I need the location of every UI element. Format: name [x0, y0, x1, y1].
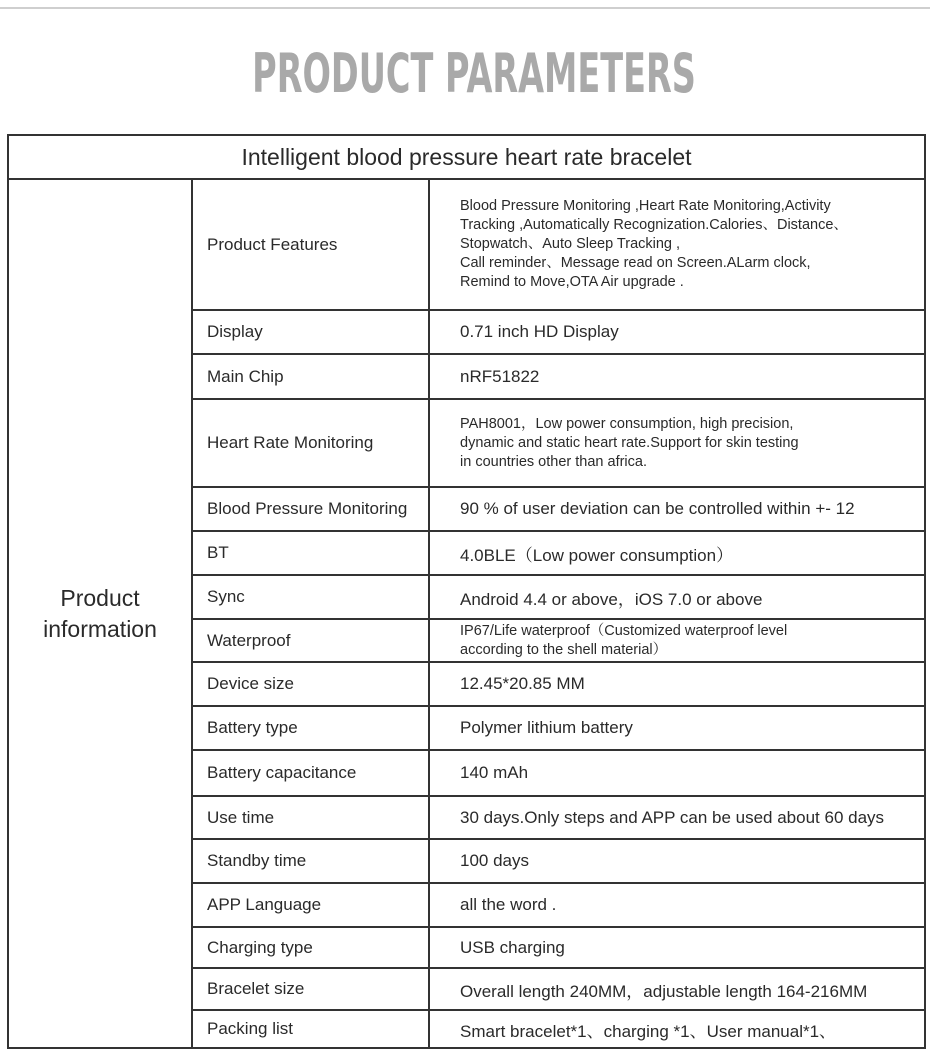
group-label-line1: Product [60, 584, 140, 611]
table-row-blood-pressure [193, 488, 924, 532]
table-row-product-features [193, 180, 924, 311]
table-row-charging-type [193, 928, 924, 969]
row-label: Standby time [193, 840, 430, 882]
table-row-battery-capacitance [193, 751, 924, 797]
row-value: 12.45*20.85 MM [460, 674, 585, 693]
row-value: 30 days.Only steps and APP can be used about 60 days [460, 807, 885, 827]
row-label: BT [193, 532, 430, 574]
row-label: Bracelet size [193, 969, 430, 1009]
row-label: Battery capacitance [193, 751, 430, 795]
row-value: Blood Pressure Monitoring ,Heart Rate Monitoring,Activity Tracking ,Automatically Recognization.Calories、Distance、 Stopwatch、Auto Sleep Tracking , Call reminder、Message read on Screen.ALarm clock, Remind to Move,OTA Air upgrade . [460, 198, 848, 290]
row-value: IP67/Life waterproof（Customized waterproof level according to the shell material） [460, 622, 788, 658]
row-label: Blood Pressure Monitoring [193, 488, 430, 530]
row-label: Packing list [193, 1011, 430, 1047]
table-row-display [193, 311, 924, 355]
row-value: Overall length 240MM，adjustable length 164-216MM [460, 981, 868, 1001]
row-label: Use time [193, 797, 430, 838]
group-label-cell [9, 180, 193, 1047]
group-label-line2: information [43, 615, 157, 642]
table-row-app-language [193, 884, 924, 928]
table-row-device-size [193, 663, 924, 707]
table-row-waterproof [193, 620, 924, 663]
row-label: Product Features [193, 180, 430, 309]
table-row-bt [193, 532, 924, 576]
table-row-bracelet-size [193, 969, 924, 1011]
row-label: Main Chip [193, 355, 430, 398]
table-row-main-chip [193, 355, 924, 400]
table-row-standby-time [193, 840, 924, 884]
table-row-sync [193, 576, 924, 620]
row-value: 90 % of user deviation can be controlled within +- 12 [460, 499, 855, 518]
row-label: Battery type [193, 707, 430, 749]
row-value: PAH8001，Low power consumption, high precision, dynamic and static heart rate.Support for skin testing in countries other than africa. [460, 415, 799, 470]
row-label: Display [193, 311, 430, 353]
row-label: APP Language [193, 884, 430, 926]
row-label: Heart Rate Monitoring [193, 400, 430, 486]
row-value: Polymer lithium battery [460, 718, 633, 737]
table-row-use-time [193, 797, 924, 840]
table-row-packing-list [193, 1011, 924, 1047]
row-value: all the word . [460, 895, 557, 914]
spec-rows [193, 180, 924, 1047]
row-label: Device size [193, 663, 430, 705]
table-row-heart-rate [193, 400, 924, 488]
row-label: Waterproof [193, 620, 430, 661]
row-value: 0.71 inch HD Display [460, 322, 619, 341]
row-value: nRF51822 [460, 366, 540, 386]
top-divider [0, 7, 930, 9]
row-value: Smart bracelet*1、charging *1、User manual*1、 [460, 1021, 837, 1041]
row-value: 140 mAh [460, 763, 529, 782]
row-value: 100 days [460, 851, 529, 870]
row-value: 4.0BLE（Low power consumption） [460, 545, 734, 565]
row-value: Android 4.4 or above，iOS 7.0 or above [460, 589, 763, 609]
table-heading: Intelligent blood pressure heart rate bracelet [9, 136, 924, 180]
page-title: PRODUCT PARAMETERS [252, 42, 696, 105]
table-row-battery-type [193, 707, 924, 751]
row-label: Charging type [193, 928, 430, 967]
spec-table [7, 134, 926, 1049]
row-label: Sync [193, 576, 430, 618]
row-value: USB charging [460, 937, 565, 957]
